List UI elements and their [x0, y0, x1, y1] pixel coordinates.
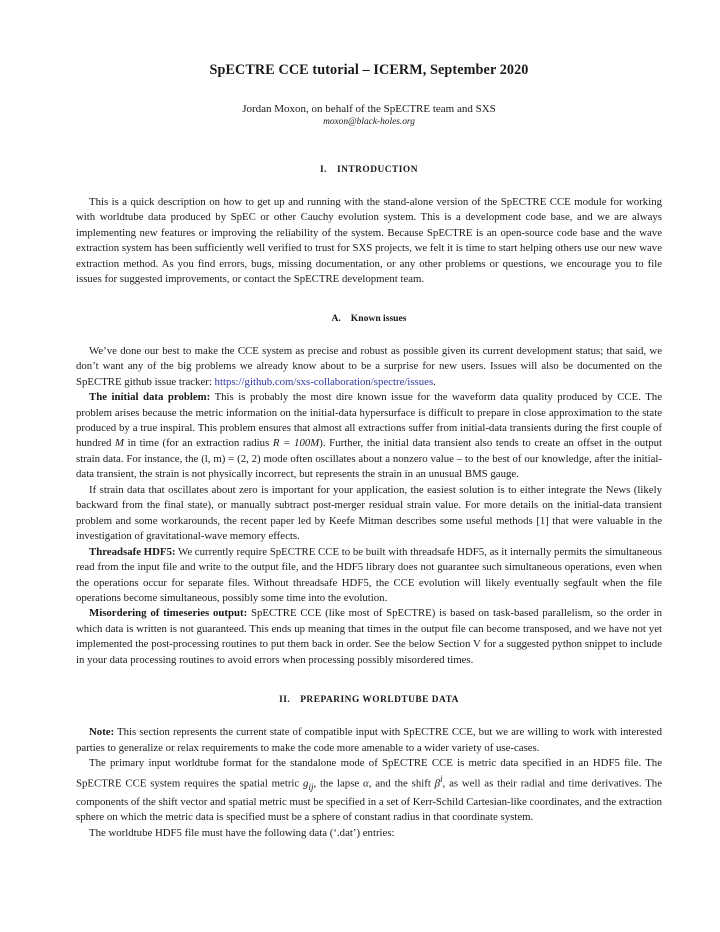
paper-title: SpECTRE CCE tutorial – ICERM, September 2020	[209, 62, 529, 78]
issue-tracker-link[interactable]: https://github.com/sxs-collaboration/spectre/issues	[214, 375, 434, 388]
section-number: II.	[279, 695, 291, 706]
subsection-title: Known issues	[350, 312, 407, 324]
threadsafe-paragraph: Threadsafe HDF5: We currently require SpECTRE CCE to be built with threadsafe HDF5, as it internally permits the simultaneous read from the input file and write to the output file, and the HDF5 library does not guarantee such simultaneous operations, even when the operations occur for separate files. Without threadsafe HDF5, the CCE evolution will likely eventually segfault when the file operations become simultaneous, possibly some time into the evolution.	[76, 545, 662, 604]
threadsafe-lead: Threadsafe HDF5:	[89, 545, 176, 558]
author-email: moxon@black-holes.org	[323, 117, 415, 127]
intro-paragraph: This is a quick description on how to get up and running with the stand-alone version of the SpECTRE CCE module for working with worldtube data produced by SpEC or other Cauchy evolution system. This is a development code base, and we are always implementing new features or improving the reliability of the system. Because SpECTRE is an open-source code base and the wave extraction system has been sufficiently well verified to trust for SXS projects, we felt it is time to start helping others use our new wave extraction method. As you find errors, bugs, missing documentation, or any other problems or questions, we encourage you to file issues for suggested improvements, or contact the SpECTRE development team.	[76, 196, 662, 286]
initial-data-lead: The initial data problem:	[89, 391, 211, 404]
misordering-lead: Misordering of timeseries output:	[89, 607, 248, 620]
known-issues-paragraph: We’ve done our best to make the CCE system as precise and robust as possible given its current development status; that said, we don’t want any of the big problems we already know about to be a surprise for new users. Issues will also be documented on the SpECTRE github issue tracker: https://github.com/sxs-collaboration/spectre/issues.	[76, 344, 662, 388]
section-heading-introduction	[76, 165, 662, 175]
section-title: PREPARING WORLDTUBE DATA	[300, 695, 459, 706]
worldtube-entries-paragraph: The worldtube HDF5 file must have the following data (‘.dat’) entries:	[89, 826, 395, 839]
note-lead: Note:	[89, 726, 115, 739]
primary-input-paragraph: The primary input worldtube format for the standalone mode of SpECTRE CCE is metric data specified in an HDF5 file. The SpECTRE CCE system requires the spatial metric $g_{ij}$, the lapse α, and the shift $\beta^i$, as well as their radial and time derivatives. The components of the shift vector and spatial metric must be specified in a set of Kerr-Schild Cartesian-like coordinates, and the extraction sphere on which the metric data is specified must be a sphere of constant radius in that coordinate system.	[76, 757, 662, 824]
subsection-number: A.	[331, 312, 341, 324]
initial-data-paragraph: The initial data problem: This is probably the most dire known issue for the waveform data quality produced by CCE. The problem arises because the metric information on the initial-data hypersurface is difficult to prepare in close approximation to the state produced by a true inspiral. This problem ensures that almost all extractions suffer from initial-data transients during the first couple of hundred M in time (for an extraction radius R = 100M). Further, the initial data transient also tends to create an offset in the output strain data. For instance, the (l, m) = (2, 2) mode often oscillates about a nonzero value – to the best of our knowledge, after the initial-data transient, the strain is not physically incorrect, but represents the strain in an unusual BMS gauge.	[76, 391, 662, 481]
section-number: I.	[319, 165, 327, 175]
misordering-paragraph: Misordering of timeseries output: SpECTRE CCE (like most of SpECTRE) is based on task-based parallelism, so the order in which data is written is not guaranteed. This ends up meaning that times in the output file can become transposed, and we have not yet implemented the post-processing routines to put them back in order. See the below Section V for a suggested python snippet to include in your data processing routines to avoid errors when processing possibly misordered times.	[76, 607, 662, 666]
section-title: INTRODUCTION	[336, 165, 418, 175]
strain-paragraph: If strain data that oscillates about zero is important for your application, the easiest solution is to either integrate the News (likely backward from the final state), or manually subtract post-merger residual strain value. For more details on the initial-data transient problem and some workarounds, the recent paper led by Keefe Mitman describes some useful methods [1] that were valuable in the investigation of gravitational-wave memory effects.	[76, 483, 662, 543]
note-paragraph: Note: This section represents the current state of compatible input with SpECTRE CCE, but we are willing to work with interested parties to generalize or relax requirements to make the code more amenable to a wider variety of use-cases.	[76, 726, 662, 754]
subsection-heading-known-issues	[76, 313, 662, 324]
section-heading-preparing-worldtube-data	[76, 695, 662, 705]
author-line: Jordan Moxon, on behalf of the SpECTRE team and SXS	[242, 103, 496, 115]
